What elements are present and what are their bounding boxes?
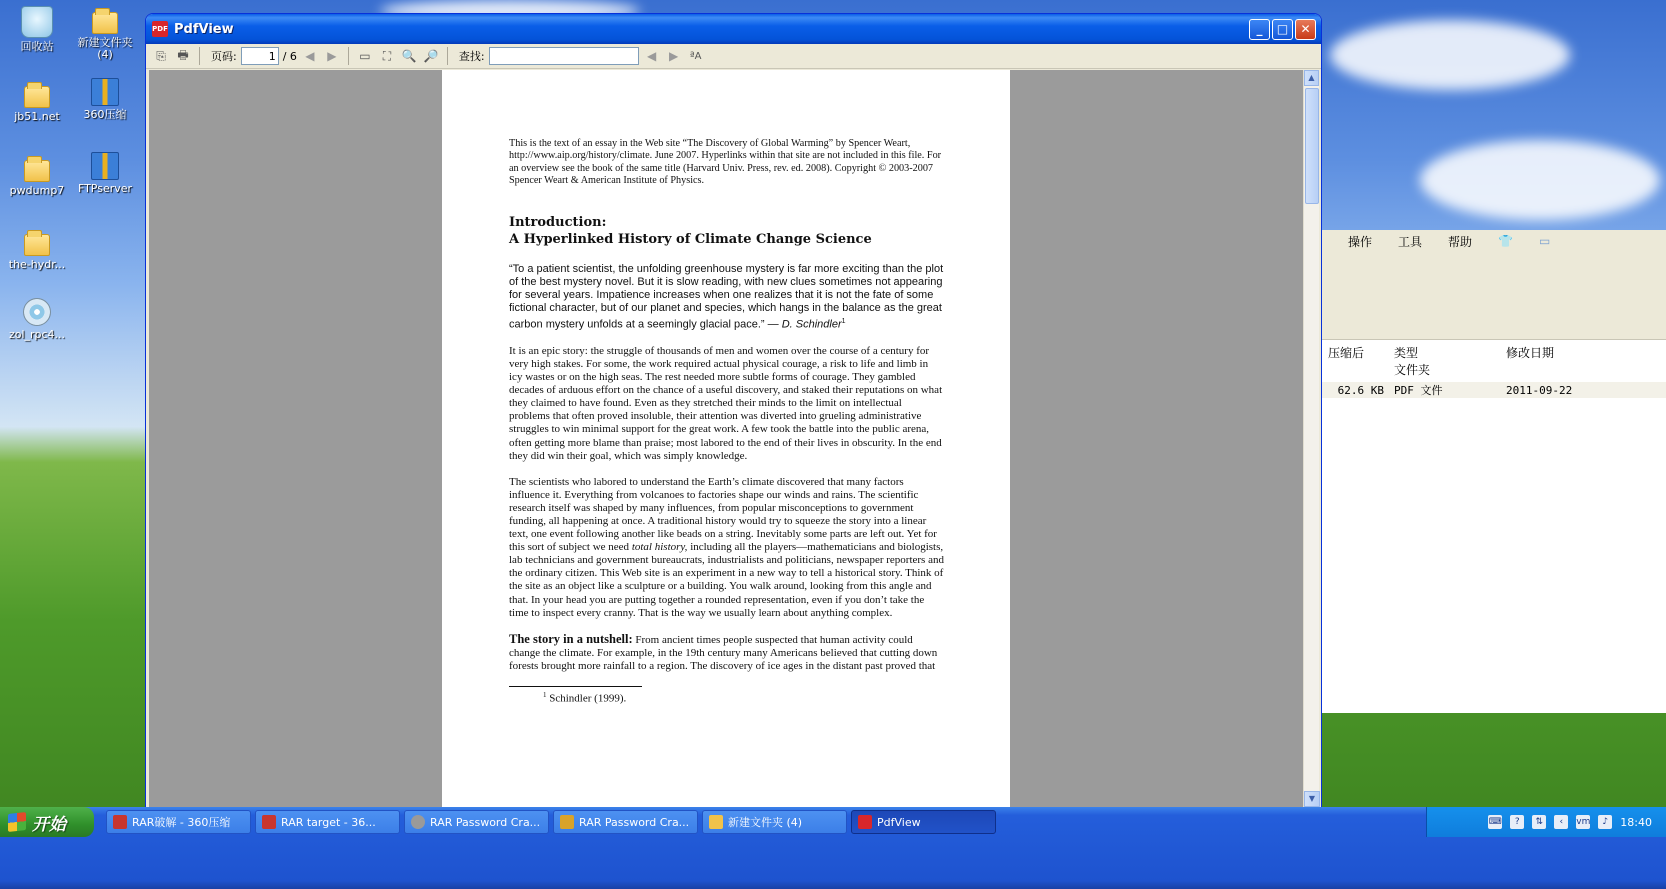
- column-compressed-size[interactable]: 压缩后: [1328, 346, 1365, 360]
- folder-icon: [24, 234, 50, 256]
- footnote-text: Schindler (1999).: [549, 692, 627, 705]
- window-title: PdfView: [174, 21, 234, 37]
- file-list-row[interactable]: [1322, 382, 1666, 398]
- desktop-icon-label: the-hydr...: [8, 258, 66, 271]
- vm-icon[interactable]: vm: [1576, 817, 1591, 827]
- start-button[interactable]: [0, 807, 94, 837]
- desktop-icon-jb51[interactable]: [0, 82, 74, 123]
- app-icon: [560, 815, 574, 829]
- toolbar-separator: [199, 47, 200, 65]
- file-type: PDF 文件: [1394, 384, 1443, 397]
- desktop-icon-label: 回收站: [20, 40, 54, 53]
- fit-width-icon[interactable]: ▭: [359, 49, 371, 63]
- next-page-icon[interactable]: ▶: [327, 49, 337, 63]
- taskbar-item[interactable]: [702, 810, 847, 834]
- previous-page-icon[interactable]: ◀: [305, 49, 315, 63]
- archive-icon: [91, 152, 119, 180]
- app-icon: [411, 815, 425, 829]
- page-label: 页码:: [211, 50, 237, 63]
- taskbar-item-label: RAR target - 36...: [281, 815, 376, 829]
- desktop-icon-the-hydra[interactable]: [0, 230, 74, 271]
- quote-footnote-ref: 1: [841, 318, 846, 326]
- document-title: Introduction: A Hyperlinked History of Climate Change Science: [509, 215, 872, 248]
- toolbar-separator: [348, 47, 349, 65]
- taskbar-item-label: RAR Password Cra...: [430, 815, 541, 829]
- copy-icon[interactable]: ⎘: [156, 48, 166, 63]
- quote-author: D. Schindler: [781, 318, 842, 331]
- volume-icon[interactable]: ♪: [1598, 815, 1612, 829]
- paragraph-2-text-b: including all the players—mathematicians and biologists, lab technicians and government bureaucrats, industrialists and politicians, newspaper reporters and the ordinary citizen. This Web site is an experiment in a new way to tell a historical story. Think of the site as an object like a sculpture or a building. You walk around, looking from this angle and that. In your head you are putting together a rounded representation, even if you don’t take the time to inspect every cranny. That is the way we usually learn about anything complex.: [509, 541, 944, 619]
- match-case-icon[interactable]: ªA: [689, 50, 702, 62]
- paragraph-2: [509, 476, 944, 620]
- pdf-toolbar: [146, 44, 1321, 69]
- recycle-bin-icon: [21, 6, 53, 38]
- folder-icon: [709, 815, 723, 829]
- desktop-icon-label: FTPserver: [77, 182, 133, 195]
- background-app-window: [1322, 230, 1666, 713]
- paragraph-3: [509, 633, 944, 673]
- zoom-out-icon[interactable]: 🔍: [401, 49, 417, 63]
- menu-item-help[interactable]: 帮助: [1448, 234, 1473, 249]
- taskbar-item-label: RAR破解 - 360压缩: [132, 816, 231, 829]
- fit-page-icon[interactable]: ⛶: [382, 48, 392, 63]
- file-list-header: [1322, 340, 1666, 382]
- zoom-in-icon[interactable]: 🔎: [423, 49, 439, 63]
- archive-icon: [91, 78, 119, 106]
- app-icon: [113, 815, 127, 829]
- background-app-toolbar: [1322, 252, 1666, 340]
- file-size: 62.6 KB: [1337, 383, 1384, 397]
- menu-item-tools[interactable]: 工具: [1398, 234, 1423, 249]
- app-icon: [262, 815, 276, 829]
- windows-flag-icon: [8, 812, 26, 832]
- chevron-left-icon[interactable]: ‹: [1554, 815, 1568, 829]
- scrollbar-thumb[interactable]: [1305, 88, 1319, 204]
- paragraph-2-emphasis: total history,: [631, 541, 688, 554]
- column-type-label: 类型: [1394, 346, 1419, 360]
- desktop-icon-label: jb51.net: [14, 110, 60, 123]
- footnote-number: 1: [543, 691, 547, 699]
- minimize-button[interactable]: _: [1249, 19, 1270, 40]
- footnote-divider: [509, 686, 642, 687]
- total-pages: / 6: [282, 49, 297, 63]
- paragraph-1: It is an epic story: the struggle of thousands of men and women over the course of a century for very high stakes. For some, the work required actual physical courage, a risk to life and limb in icy wastes or on the high seas. The rest needed more subtle forms of courage. They gambled decades of arduous effort on the chance of a useful discovery, and staked their reputations on what they claimed to have found. Even as they stretched their minds to the limit on intellectual problems that often proved insoluble, their attention was diverted into grueling administrative struggles to win minimal support for the great work. A few took the battle into the public arena, often getting more blame than praise; most labored to the end of their lives in obscurity. In the end they did win their goal, which was simply knowledge.: [509, 344, 943, 462]
- folder-icon: [24, 86, 50, 108]
- desktop-icon-label: 新建文件夹 (4): [77, 36, 133, 61]
- pdf-viewer-area[interactable]: [149, 70, 1305, 807]
- installer-disc-icon: [23, 298, 51, 326]
- keyboard-icon[interactable]: ⌨: [1488, 817, 1502, 827]
- system-tray: [1426, 807, 1666, 837]
- network-icon[interactable]: ⇅: [1532, 815, 1546, 829]
- folder-icon: [24, 160, 50, 182]
- paragraph-2-text-a: The scientists who labored to understand the Earth’s climate discovered that many factors influence it. Everything from volcanoes to factories shape our winds and rains. The scientific research itself was shaped by many influences, from popular misconceptions to government funding, all happening at once. A traditional history would try to squeeze the story into a linear text, one event following another like beads on a string. Inevitably some parts are left out. Yet for this sort of subject we need: [509, 475, 937, 554]
- vertical-scrollbar[interactable]: [1303, 70, 1319, 807]
- desktop-icon-360zip[interactable]: [68, 78, 142, 121]
- menu-item-operate[interactable]: 操作: [1348, 234, 1373, 249]
- background-app-menubar: [1322, 230, 1666, 252]
- clock: 18:40: [1620, 815, 1652, 829]
- find-previous-icon[interactable]: ◀: [647, 49, 657, 63]
- print-icon[interactable]: 🖶: [177, 47, 189, 62]
- paragraph-3-text: From ancient times people suspected that human activity could change the climate. For example, in the 19th century many Americans believed that cutting down forests brought more rainfall to a region. The discovery of ice ages in the distant past proved that: [509, 633, 938, 672]
- scroll-up-arrow-icon[interactable]: ▲: [1304, 70, 1319, 86]
- desktop-icon-label: 360压缩: [83, 108, 127, 121]
- desktop-icon-zol-rpc[interactable]: [0, 298, 74, 341]
- desktop-icon-ftpserver[interactable]: [68, 152, 142, 195]
- taskbar-item-active[interactable]: [851, 810, 996, 834]
- desktop-icon-pwdump7[interactable]: [0, 156, 74, 197]
- taskbar-item[interactable]: [404, 810, 549, 834]
- help-icon[interactable]: ?: [1510, 815, 1524, 829]
- folder-type-text: 文件夹: [1394, 363, 1431, 377]
- desktop-icon-label: zol_rpc4...: [8, 328, 66, 341]
- find-label: 查找:: [458, 50, 485, 63]
- desktop-icon-new-folder[interactable]: [68, 8, 142, 61]
- page-number-input[interactable]: [241, 47, 279, 65]
- desktop-icon-label: pwdump7: [9, 184, 65, 197]
- taskbar-item[interactable]: [106, 810, 251, 834]
- document-header: This is the text of an essay in the Web site “The Discovery of Global Warming” by Spencer Weart, http://www.aip.org/history/climate. June 2007. Hyperlinks within that site are not included in this file. For an overview see the book of the same title (Harvard Univ. Press, rev. ed. 2008). Copyright © 2003-2007 Spencer Weart & American Institute of Physics.: [509, 138, 942, 186]
- folder-icon: [92, 12, 118, 34]
- taskbar: [0, 807, 1666, 889]
- document-quote: [509, 263, 944, 332]
- desktop-icon-recycle-bin[interactable]: [0, 6, 74, 53]
- taskbar-item-label: RAR Password Cra...: [579, 815, 690, 829]
- pdf-app-icon: PDF: [152, 21, 168, 37]
- find-next-icon[interactable]: ▶: [669, 49, 679, 63]
- paragraph-3-lead: The story in a nutshell:: [509, 631, 633, 646]
- find-input[interactable]: [489, 47, 639, 65]
- pdf-page: [442, 70, 1010, 807]
- maximize-button[interactable]: □: [1272, 19, 1293, 40]
- file-date: 2011-09-22: [1506, 383, 1573, 397]
- window-titlebar[interactable]: [146, 14, 1321, 44]
- column-type[interactable]: [1394, 344, 1506, 382]
- taskbar-item[interactable]: [553, 810, 698, 834]
- toolbar-separator: [447, 47, 448, 65]
- start-label: 开始: [32, 814, 66, 835]
- scroll-down-arrow-icon[interactable]: ▼: [1304, 791, 1320, 807]
- footnote: [543, 691, 944, 705]
- quote-text: “To a patient scientist, the unfolding greenhouse mystery is far more exciting than the plot of the best mystery novel. But it is slow reading, with new clues sometimes not appearing for several years. Impatience increases when one realizes that it is not the fate of some fictional character, but of our planet and species, which hangs in the balance as the great carbon mystery unfolds at a seemingly glacial pace.” —: [509, 263, 944, 331]
- column-modified-date[interactable]: 修改日期: [1506, 346, 1555, 360]
- close-button[interactable]: ✕: [1295, 19, 1316, 40]
- taskbar-item[interactable]: [255, 810, 400, 834]
- taskbar-buttons: [106, 810, 996, 834]
- taskbar-item-label: PdfView: [877, 815, 921, 829]
- taskbar-item-label: 新建文件夹 (4): [728, 816, 803, 829]
- pdfview-window: [145, 13, 1322, 809]
- message-icon[interactable]: ▭: [1539, 234, 1551, 248]
- shirt-icon[interactable]: 👕: [1498, 234, 1513, 248]
- pdf-app-icon: [858, 815, 872, 829]
